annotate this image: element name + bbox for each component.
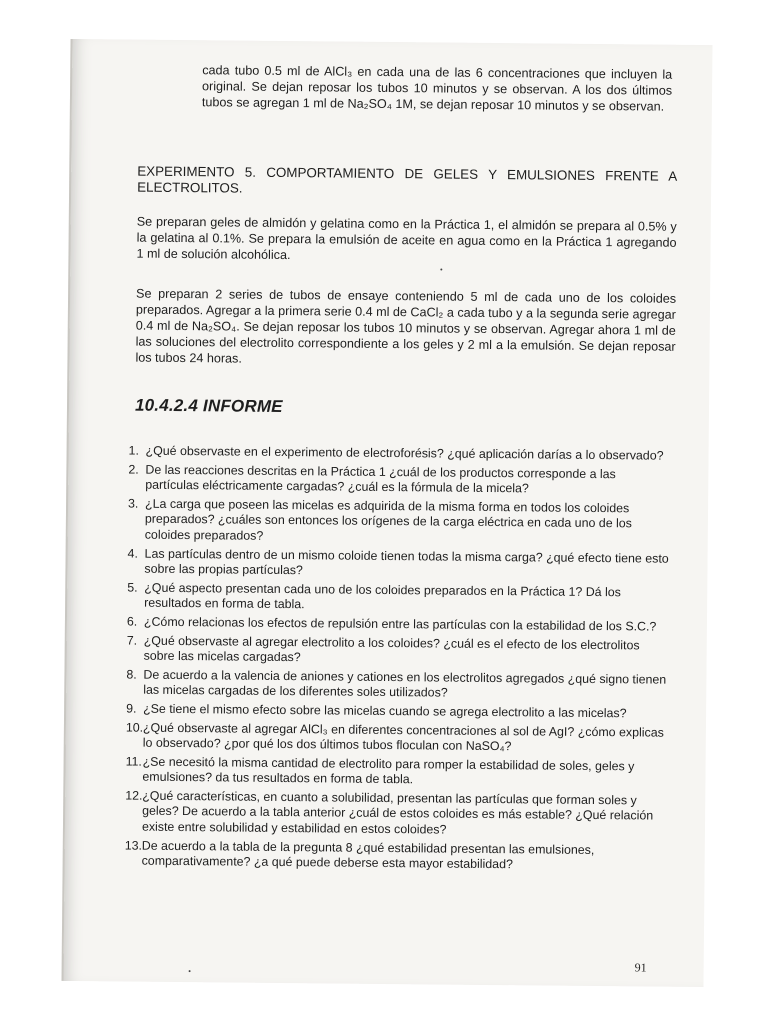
list-item: 6. ¿Cómo relacionas los efectos de repulsión entre las partículas con la estabilidad de los S.C.? (131, 614, 671, 635)
list-item: 11. ¿Se necesitó la misma cantidad de electrolito para romper la estabilidad de soles, geles y emulsiones? da tus resultados en forma de tabla. (129, 754, 669, 790)
question-text: ¿Cómo relacionas los efectos de repulsión entre las partículas con la estabilidad de los S.C.? (143, 614, 657, 634)
page-number: 91 (634, 960, 647, 975)
question-text: Las partículas dentro de un mismo coloide tienen todas la misma carga? ¿qué efecto tiene esto sobre las propias partículas? (144, 546, 669, 578)
document-page (61, 39, 712, 987)
question-text: ¿Qué observaste en el experimento de electroforésis? ¿qué aplicación darías a lo observado? (145, 443, 664, 463)
questions-list (124, 443, 673, 878)
question-text: De acuerdo a la valencia de aniones y cationes en los electrolitos agregados ¿qué signo tienen las micelas cargadas de los diferentes soles utilizados? (143, 667, 667, 700)
question-text: ¿Qué observaste al agregar AlCl₃ en diferentes concentraciones al sol de AgI? ¿cómo explicas lo observado? ¿por qué los dos últimos tubos floculan con NaSO₄? (142, 720, 664, 754)
section-title: 10.4.2.4 INFORME (134, 395, 283, 416)
list-item: 1. ¿Qué observaste en el experimento de electroforésis? ¿qué aplicación darías a lo observado? (133, 444, 673, 465)
scan-speck (440, 269, 442, 271)
question-text: ¿Se tiene el mismo efecto sobre las micelas cuando se agrega electrolito a las micelas? (143, 701, 627, 721)
procedure-paragraph-2: Se preparan 2 series de tubos de ensaye conteniendo 5 ml de cada uno de los coloides preparados. Agregar a la primera serie 0.4 ml de CaCl₂ a cada tubo y a la segunda serie agregar 0.4 ml de Na₂SO₄. Se dejan reposar los tubos 10 minutos y se observan. Agregar ahora 1 ml de las soluciones del electrolito correspondiente a los geles y 2 ml a la emulsión. Se dejan reposar los tubos 24 horas. (135, 286, 677, 366)
question-text: De acuerdo a la tabla de la pregunta 8 ¿qué estabilidad presentan las emulsiones, comparativamente? ¿a qué puede deberse esta mayor estabilidad? (141, 838, 595, 872)
question-text: ¿Qué observaste al agregar electrolito a los coloides? ¿cuál es el efecto de los electrolitos sobre las micelas cargadas? (143, 633, 640, 665)
list-item: 2. De las reacciones descritas en la Práctica 1 ¿cuál de los productos corresponde a las partículas eléctricamente cargadas? ¿cuál es la fórmula de la micela? (132, 462, 672, 498)
list-item: 5. ¿Qué aspecto presentan cada uno de los coloides preparados en la Práctica 1? Dá los resultados en forma de tabla. (131, 580, 671, 616)
list-item: 4. Las partículas dentro de un mismo coloide tienen todas la misma carga? ¿qué efecto tiene esto sobre las propias partículas? (131, 546, 671, 582)
question-text: De las reacciones descritas en la Práctica 1 ¿cuál de los productos corresponde a las partículas eléctricamente cargadas? ¿cuál es la fórmula de la micela? (145, 462, 616, 496)
experiment-heading: EXPERIMENTO 5. COMPORTAMIENTO DE GELES Y EMULSIONES FRENTE A ELECTROLITOS. (137, 163, 678, 196)
question-text: ¿Se necesitó la misma cantidad de electrolito para romper la estabilidad de soles, geles y emulsiones? da tus resultados en forma de tabla. (142, 754, 635, 787)
list-item: 13. De acuerdo a la tabla de la pregunta 8 ¿qué estabilidad presentan las emulsiones, comparativamente? ¿a qué puede deberse esta mayor estabilidad? (129, 838, 669, 874)
list-item: 10. ¿Qué observaste al agregar AlCl₃ en diferentes concentraciones al sol de AgI? ¿cómo explicas lo observado? ¿por qué los dos últimos tubos floculan con NaSO₄? (130, 720, 670, 756)
scan-speck (189, 970, 191, 972)
list-item: 7. ¿Qué observaste al agregar electrolito a los coloides? ¿cuál es el efecto de los electrolitos sobre las micelas cargadas? (131, 633, 671, 669)
intro-paragraph: cada tubo 0.5 ml de AlCl₃ en cada una de las 6 concentraciones que incluyen la original. Se dejan reposar los tubos 10 minutos y se observan. A los dos últimos tubos se agregan 1 ml de Na₂SO₄ 1M, se dejan reposar 10 minutos y se observan. (201, 63, 673, 114)
list-item: 3. ¿La carga que poseen las micelas es adquirida de la misma forma en todos los coloides preparados? ¿cuáles son entonces los orígenes de la carga eléctrica en cada uno de los coloides preparados? (132, 496, 672, 548)
question-text: ¿Qué aspecto presentan cada uno de los coloides preparados en la Práctica 1? Dá los resultados en forma de tabla. (144, 580, 621, 612)
question-text: ¿La carga que poseen las micelas es adquirida de la misma forma en todos los coloides preparados? ¿cuáles son entonces los orígenes de la carga eléctrica en cada uno de los coloides preparados? (144, 496, 632, 543)
procedure-paragraph-1: Se preparan geles de almidón y gelatina como en la Práctica 1, el almidón se prepara al 0.5% y la gelatina al 0.1%. Se prepara la emulsión de aceite en agua como en la Práctica 1 agregando 1 ml de solución alcohólica. (136, 214, 677, 263)
list-item: 12. ¿Qué características, en cuanto a solubilidad, presentan las partículas que forman soles y geles? De acuerdo a la tabla anterior ¿cuál de estos coloides es más estable? ¿Qué relación existe entre solubilidad y estabilidad en estos coloides? (129, 788, 669, 840)
question-text: ¿Qué características, en cuanto a solubilidad, presentan las partículas que forman soles y geles? De acuerdo a la tabla anterior ¿cuál de estos coloides es más estable? ¿Qué relación existe entre solubilidad y estabilidad en estos coloides? (141, 788, 654, 837)
list-item: 8. De acuerdo a la valencia de aniones y cationes en los electrolitos agregados ¿qué signo tienen las micelas cargadas de los diferentes soles utilizados? (130, 667, 670, 703)
list-item: 9. ¿Se tiene el mismo efecto sobre las micelas cuando se agrega electrolito a las micelas? (130, 701, 670, 722)
